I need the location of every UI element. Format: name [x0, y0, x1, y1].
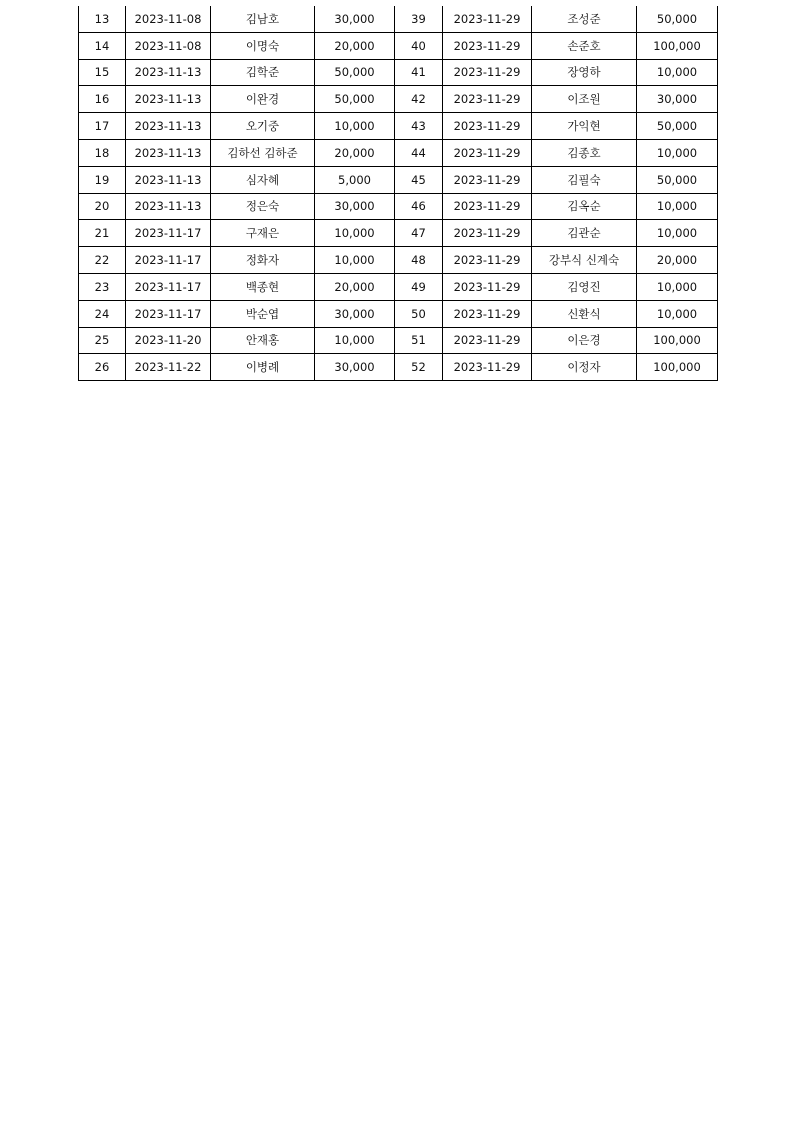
left-date-cell: 2023-11-08	[126, 32, 211, 59]
right-no-cell: 40	[395, 32, 443, 59]
right-name-cell: 이은경	[532, 327, 637, 354]
right-amount-cell: 10,000	[637, 59, 718, 86]
left-date-cell: 2023-11-20	[126, 327, 211, 354]
left-date-cell: 2023-11-08	[126, 6, 211, 32]
right-amount-cell: 10,000	[637, 220, 718, 247]
left-amount-cell: 30,000	[315, 193, 395, 220]
right-amount-cell: 10,000	[637, 273, 718, 300]
left-amount-cell: 30,000	[315, 300, 395, 327]
left-date-cell: 2023-11-13	[126, 113, 211, 140]
right-amount-cell: 50,000	[637, 6, 718, 32]
left-no-cell: 18	[79, 139, 126, 166]
left-name-cell: 김하선 김하준	[211, 139, 315, 166]
left-name-cell: 안재홍	[211, 327, 315, 354]
right-name-cell: 장영하	[532, 59, 637, 86]
right-name-cell: 이조원	[532, 86, 637, 113]
right-date-cell: 2023-11-29	[443, 86, 532, 113]
table-row	[79, 193, 718, 220]
right-name-cell: 가익현	[532, 113, 637, 140]
right-date-cell: 2023-11-29	[443, 166, 532, 193]
left-amount-cell: 50,000	[315, 59, 395, 86]
right-amount-cell: 10,000	[637, 193, 718, 220]
table-row	[79, 327, 718, 354]
right-date-cell: 2023-11-29	[443, 32, 532, 59]
right-no-cell: 43	[395, 113, 443, 140]
left-date-cell: 2023-11-17	[126, 300, 211, 327]
left-no-cell: 23	[79, 273, 126, 300]
right-amount-cell: 20,000	[637, 247, 718, 274]
left-amount-cell: 50,000	[315, 86, 395, 113]
right-date-cell: 2023-11-29	[443, 220, 532, 247]
right-date-cell: 2023-11-29	[443, 193, 532, 220]
left-amount-cell: 20,000	[315, 139, 395, 166]
left-amount-cell: 10,000	[315, 220, 395, 247]
left-date-cell: 2023-11-17	[126, 220, 211, 247]
left-name-cell: 이완경	[211, 86, 315, 113]
left-amount-cell: 10,000	[315, 247, 395, 274]
table-row	[79, 247, 718, 274]
right-date-cell: 2023-11-29	[443, 6, 532, 32]
left-no-cell: 14	[79, 32, 126, 59]
right-no-cell: 46	[395, 193, 443, 220]
left-no-cell: 26	[79, 354, 126, 381]
table-row	[79, 32, 718, 59]
left-amount-cell: 30,000	[315, 6, 395, 32]
table-row	[79, 6, 718, 32]
left-date-cell: 2023-11-13	[126, 59, 211, 86]
right-name-cell: 이정자	[532, 354, 637, 381]
right-name-cell: 김관순	[532, 220, 637, 247]
left-name-cell: 이명숙	[211, 32, 315, 59]
left-date-cell: 2023-11-17	[126, 273, 211, 300]
left-no-cell: 13	[79, 6, 126, 32]
left-amount-cell: 20,000	[315, 273, 395, 300]
left-amount-cell: 10,000	[315, 327, 395, 354]
right-amount-cell: 100,000	[637, 32, 718, 59]
left-amount-cell: 20,000	[315, 32, 395, 59]
left-date-cell: 2023-11-13	[126, 193, 211, 220]
left-no-cell: 17	[79, 113, 126, 140]
left-no-cell: 25	[79, 327, 126, 354]
left-name-cell: 김남호	[211, 6, 315, 32]
left-no-cell: 24	[79, 300, 126, 327]
right-no-cell: 52	[395, 354, 443, 381]
right-name-cell: 신환식	[532, 300, 637, 327]
left-no-cell: 20	[79, 193, 126, 220]
left-date-cell: 2023-11-17	[126, 247, 211, 274]
right-no-cell: 49	[395, 273, 443, 300]
left-name-cell: 정화자	[211, 247, 315, 274]
left-name-cell: 박순엽	[211, 300, 315, 327]
right-date-cell: 2023-11-29	[443, 113, 532, 140]
right-name-cell: 손준호	[532, 32, 637, 59]
right-no-cell: 41	[395, 59, 443, 86]
right-name-cell: 김종호	[532, 139, 637, 166]
left-name-cell: 김학준	[211, 59, 315, 86]
right-amount-cell: 50,000	[637, 166, 718, 193]
right-amount-cell: 10,000	[637, 300, 718, 327]
left-no-cell: 16	[79, 86, 126, 113]
right-no-cell: 47	[395, 220, 443, 247]
table-body	[79, 6, 718, 381]
right-amount-cell: 100,000	[637, 354, 718, 381]
right-name-cell: 조성준	[532, 6, 637, 32]
right-no-cell: 45	[395, 166, 443, 193]
right-name-cell: 김옥순	[532, 193, 637, 220]
table-row	[79, 59, 718, 86]
right-no-cell: 48	[395, 247, 443, 274]
left-no-cell: 15	[79, 59, 126, 86]
table-row	[79, 273, 718, 300]
left-name-cell: 심자혜	[211, 166, 315, 193]
table-row	[79, 113, 718, 140]
left-name-cell: 백종현	[211, 273, 315, 300]
left-amount-cell: 5,000	[315, 166, 395, 193]
table-row	[79, 139, 718, 166]
left-date-cell: 2023-11-13	[126, 166, 211, 193]
right-date-cell: 2023-11-29	[443, 247, 532, 274]
left-no-cell: 19	[79, 166, 126, 193]
table-row	[79, 300, 718, 327]
left-name-cell: 정은숙	[211, 193, 315, 220]
right-date-cell: 2023-11-29	[443, 327, 532, 354]
right-amount-cell: 10,000	[637, 139, 718, 166]
left-amount-cell: 30,000	[315, 354, 395, 381]
left-name-cell: 이병례	[211, 354, 315, 381]
table-row	[79, 354, 718, 381]
right-name-cell: 강부식 신계숙	[532, 247, 637, 274]
right-date-cell: 2023-11-29	[443, 59, 532, 86]
right-no-cell: 50	[395, 300, 443, 327]
right-no-cell: 44	[395, 139, 443, 166]
right-date-cell: 2023-11-29	[443, 354, 532, 381]
left-date-cell: 2023-11-13	[126, 86, 211, 113]
right-name-cell: 김필숙	[532, 166, 637, 193]
right-amount-cell: 50,000	[637, 113, 718, 140]
table-row	[79, 220, 718, 247]
right-no-cell: 42	[395, 86, 443, 113]
right-date-cell: 2023-11-29	[443, 139, 532, 166]
right-amount-cell: 30,000	[637, 86, 718, 113]
left-date-cell: 2023-11-13	[126, 139, 211, 166]
table-row	[79, 86, 718, 113]
donation-list-table	[78, 6, 718, 381]
left-amount-cell: 10,000	[315, 113, 395, 140]
left-name-cell: 오기중	[211, 113, 315, 140]
table-row	[79, 166, 718, 193]
left-no-cell: 22	[79, 247, 126, 274]
left-name-cell: 구재은	[211, 220, 315, 247]
right-date-cell: 2023-11-29	[443, 273, 532, 300]
right-amount-cell: 100,000	[637, 327, 718, 354]
left-date-cell: 2023-11-22	[126, 354, 211, 381]
right-date-cell: 2023-11-29	[443, 300, 532, 327]
right-no-cell: 51	[395, 327, 443, 354]
left-no-cell: 21	[79, 220, 126, 247]
right-no-cell: 39	[395, 6, 443, 32]
right-name-cell: 김영진	[532, 273, 637, 300]
